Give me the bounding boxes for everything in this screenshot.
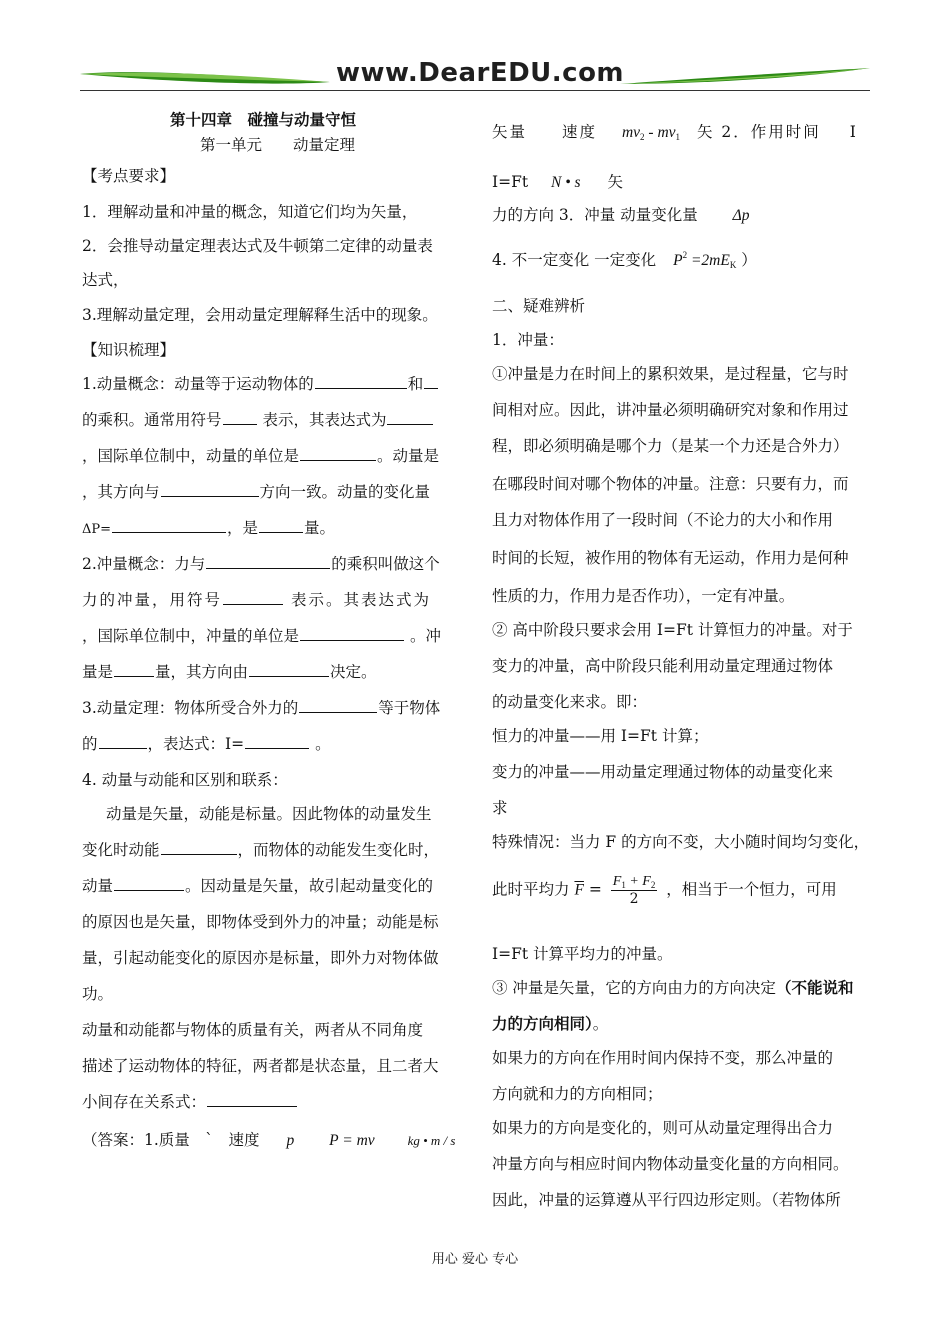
answers-start: （答案：1.质量 ` 速度 p P = mv kg • m / s xyxy=(82,1131,456,1149)
para-c7: 性质的力，作用力是否作功），一定有冲量。 xyxy=(492,587,795,605)
requirements-heading: 【考点要求】 xyxy=(82,167,176,185)
para-d5: 变力的冲量——用动量定理通过物体的动量变化来 xyxy=(492,763,834,781)
para-e7: 因此，冲量的运算遵从平行四边形定则。（若物体所 xyxy=(492,1191,841,1209)
para-d9: I=Ft 计算平均力的冲量。 xyxy=(492,945,673,963)
blank[interactable] xyxy=(315,387,407,389)
k4-para-3: 动量 。因动量是矢量，故引起动量变化的 xyxy=(82,877,434,895)
k4-heading: 4. 动量与动能和区别和联系： xyxy=(82,771,288,789)
para-d1: ② 高中阶段只要求会用 I=Ft 计算恒力的冲量。对于 xyxy=(492,621,853,639)
answers-line-4: 4. 不一定变化 一定变化 $P^2 =2mE_K$ ） xyxy=(492,250,757,270)
k4-para-9: 小间存在关系式： xyxy=(82,1090,464,1112)
k1-line-c: ，国际单位制中，动量的单位是 。动量是 xyxy=(82,447,440,465)
blank[interactable] xyxy=(99,747,147,749)
blank[interactable] xyxy=(206,567,330,569)
k2-line-c: ，国际单位制中，冲量的单位是 。冲 xyxy=(82,627,441,645)
answers-line-1: 矢量 速度 $mv_2 - mv_1$ 矢 2．作用时间 I xyxy=(492,123,856,142)
k4-para-1: 动量是矢量，动能是标量。因此物体的动量发生 xyxy=(106,805,432,823)
blank[interactable] xyxy=(300,639,404,641)
site-logo[interactable]: www.DearEDU.com xyxy=(335,58,625,88)
para-d7: 特殊情况：当力 F 的方向不变，大小随时间均匀变化， xyxy=(492,833,870,851)
knowledge-heading: 【知识梳理】 xyxy=(82,341,176,359)
requirement-1: 1．理解动量和冲量的概念，知道它们均为矢量， xyxy=(82,203,418,221)
blank[interactable] xyxy=(424,387,438,389)
para-d2: 变力的冲量，高中阶段只能利用动量定理通过物体 xyxy=(492,657,834,675)
blank[interactable] xyxy=(387,423,433,425)
para-c6: 时间的长短，被作用的物体有无运动，作用力是何种 xyxy=(492,549,849,567)
para-d3: 的动量变化来求。即： xyxy=(492,693,648,711)
blank[interactable] xyxy=(223,603,283,605)
blank[interactable] xyxy=(299,711,377,713)
header-rule xyxy=(80,90,870,91)
requirement-3: 3.理解动量定理，会用动量定理解释生活中的现象。 xyxy=(82,306,438,324)
blank[interactable] xyxy=(114,889,184,891)
para-c4: 在哪段时间对哪个物体的冲量。注意：只要有力，而 xyxy=(492,475,849,493)
answers-line-3: 力的方向 3．冲量 动量变化量 Δp xyxy=(492,206,750,224)
impulse-heading: 1．冲量： xyxy=(492,331,564,349)
chapter-title: 第十四章 碰撞与动量守恒 xyxy=(170,110,357,129)
average-force-fraction: $\frac{F_1 + F_2}{2}$ xyxy=(612,874,656,907)
k1-line-b: 的乘积。通常用符号 表示，其表达式为 xyxy=(82,408,464,430)
blank[interactable] xyxy=(207,1105,297,1107)
k3-line-b: 的 ，表达式：I= 。 xyxy=(82,735,331,753)
k4-para-8: 描述了运动物体的特征，两者都是状态量，且二者大 xyxy=(82,1057,439,1075)
blank[interactable] xyxy=(161,495,259,497)
requirement-2: 2．会推导动量定理表达式及牛顿第二定律的动量表 xyxy=(82,237,433,255)
k4-para-6: 功。 xyxy=(82,985,114,1003)
k2-line-a: 2.冲量概念：力与 的乘积叫做这个 xyxy=(82,555,440,573)
blank[interactable] xyxy=(223,423,257,425)
blank[interactable] xyxy=(245,747,309,749)
k2-line-b: 力的冲量，用符号 表示。其表达式为 xyxy=(82,591,431,609)
para-e1: ③ 冲量是矢量，它的方向由力的方向决定（不能说和 xyxy=(492,978,854,997)
k2-line-d: 量是 量，其方向由 决定。 xyxy=(82,663,377,681)
k4-para-4: 的原因也是矢量，即物体受到外力的冲量；动能是标 xyxy=(82,913,439,931)
para-d6: 求 xyxy=(492,799,508,817)
k3-line-a: 3.动量定理：物体所受合外力的 等于物体 xyxy=(82,699,441,717)
para-e3: 如果力的方向在作用时间内保持不变，那么冲量的 xyxy=(492,1049,834,1067)
para-c1: ①冲量是力在时间上的累积效果，是过程量，它与时 xyxy=(492,365,849,383)
k4-para-7: 动量和动能都与物体的质量有关，两者从不同角度 xyxy=(82,1021,424,1039)
para-e6: 冲量方向与相应时间内物体动量变化量的方向相同。 xyxy=(492,1155,849,1173)
blank[interactable] xyxy=(300,459,376,461)
k4-para-5: 量，引起动能变化的原因亦是标量，即外力对物体做 xyxy=(82,949,439,967)
para-d4: 恒力的冲量——用 I=Ft 计算； xyxy=(492,727,709,745)
k1-line-a: 1.动量概念：动量等于运动物体的 和 xyxy=(82,372,464,394)
answers-line-2: I=Ft N • s 矢 xyxy=(492,173,624,191)
requirement-2-cont: 达式， xyxy=(82,271,129,289)
blank[interactable] xyxy=(112,531,226,533)
para-e4: 方向就和力的方向相同； xyxy=(492,1085,663,1103)
unit-subtitle: 第一单元 动量定理 xyxy=(200,136,356,154)
k4-para-2: 变化时动能 ，而物体的动能发生变化时， xyxy=(82,841,440,859)
para-c5: 且力对物体作用了一段时间（不论力的大小和作用 xyxy=(492,511,834,529)
para-d8: 此时平均力 $\overline{F}$ = $\frac{F_1 + F_2}{2}$ ，相当于一个恒力，可用 xyxy=(492,874,837,907)
page-footer: 用心 爱心 专心 xyxy=(431,1252,519,1267)
para-c2: 间相对应。因此，讲冲量必须明确研究对象和作用过 xyxy=(492,401,849,419)
blank[interactable] xyxy=(259,531,303,533)
blank[interactable] xyxy=(161,853,237,855)
blank[interactable] xyxy=(249,675,329,677)
page-header xyxy=(80,60,870,100)
para-c3: 程，即必须明确是哪个力（是某一个力还是合外力） xyxy=(492,437,849,455)
k1-line-e: ΔP= ，是 量。 xyxy=(82,519,336,537)
blank[interactable] xyxy=(114,675,154,677)
para-e5: 如果力的方向是变化的，则可从动量定理得出合力 xyxy=(492,1119,834,1137)
para-e2: 力的方向相同）。 xyxy=(492,1014,609,1033)
k1-line-d: ，其方向与 方向一致。动量的变化量 xyxy=(82,483,431,501)
section-2-heading: 二、疑难辨析 xyxy=(492,297,586,315)
